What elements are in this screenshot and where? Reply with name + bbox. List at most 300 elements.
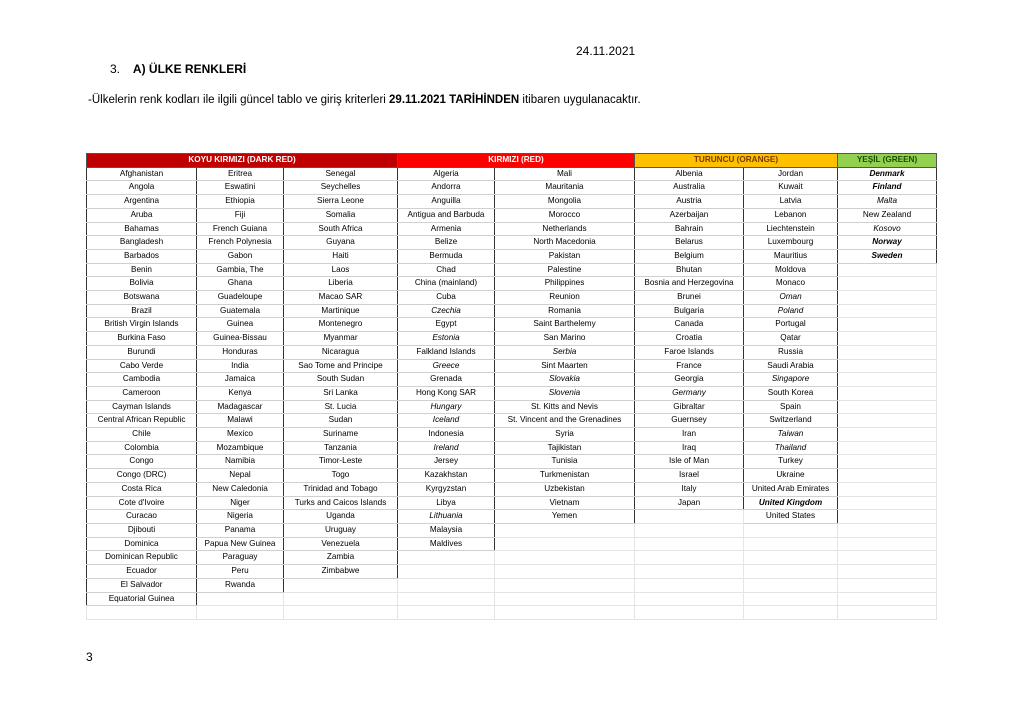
table-row: [87, 606, 937, 620]
orange-country-cell: Qatar: [744, 332, 838, 346]
empty-cell: [744, 537, 838, 551]
dark-red-country-cell: Botswana: [87, 291, 197, 305]
red-country-cell: Iceland: [398, 414, 495, 428]
orange-country-cell: Saudi Arabia: [744, 359, 838, 373]
orange-country-cell: Portugal: [744, 318, 838, 332]
empty-cell: [495, 606, 635, 620]
intro-text-before: -Ülkelerin renk kodları ile ilgili güncel tablo ve giriş kriterleri: [88, 94, 390, 106]
red-country-cell: Grenada: [398, 373, 495, 387]
orange-country-cell: Guernsey: [635, 414, 744, 428]
orange-country-cell: Austria: [635, 195, 744, 209]
orange-country-cell: Bahrain: [635, 222, 744, 236]
table-row: [87, 373, 937, 387]
empty-cell: [838, 551, 937, 565]
dark-red-country-cell: Nicaragua: [284, 345, 398, 359]
dark-red-country-cell: Bolivia: [87, 277, 197, 291]
dark-red-country-cell: Eritrea: [197, 167, 284, 181]
country-color-table: [86, 153, 937, 620]
dark-red-country-cell: Ecuador: [87, 565, 197, 579]
table-row: [87, 291, 937, 305]
empty-cell: [838, 291, 937, 305]
dark-red-country-cell: Cote d'Ivoire: [87, 496, 197, 510]
empty-cell: [744, 565, 838, 579]
dark-red-country-cell: Mexico: [197, 428, 284, 442]
intro-date-bold: 29.11.2021 TARİHİNDEN: [389, 94, 520, 106]
empty-cell: [744, 523, 838, 537]
dark-red-country-cell: Panama: [197, 523, 284, 537]
red-country-cell: Estonia: [398, 332, 495, 346]
header-h-g: YEŞİL (GREEN): [838, 154, 937, 168]
red-country-cell: Anguilla: [398, 195, 495, 209]
dark-red-country-cell: Burundi: [87, 345, 197, 359]
table-row: [87, 565, 937, 579]
red-country-cell: Mauritania: [495, 181, 635, 195]
table-row: [87, 414, 937, 428]
empty-cell: [838, 386, 937, 400]
dark-red-country-cell: Tanzania: [284, 441, 398, 455]
orange-country-cell: Georgia: [635, 373, 744, 387]
orange-country-cell: Bosnia and Herzegovina: [635, 277, 744, 291]
orange-country-cell: Singapore: [744, 373, 838, 387]
green-country-cell: Malta: [838, 195, 937, 209]
dark-red-country-cell: Sierra Leone: [284, 195, 398, 209]
dark-red-country-cell: Uganda: [284, 510, 398, 524]
red-country-cell: Morocco: [495, 208, 635, 222]
dark-red-country-cell: Guadeloupe: [197, 291, 284, 305]
empty-cell: [838, 441, 937, 455]
orange-country-cell: Poland: [744, 304, 838, 318]
dark-red-country-cell: Timor-Leste: [284, 455, 398, 469]
red-country-cell: Syria: [495, 428, 635, 442]
empty-cell: [284, 592, 398, 606]
green-country-cell: Sweden: [838, 249, 937, 263]
red-country-cell: Reunion: [495, 291, 635, 305]
orange-country-cell: Bhutan: [635, 263, 744, 277]
empty-cell: [495, 565, 635, 579]
dark-red-country-cell: Benin: [87, 263, 197, 277]
table-row: [87, 469, 937, 483]
dark-red-country-cell: Argentina: [87, 195, 197, 209]
dark-red-country-cell: El Salvador: [87, 578, 197, 592]
empty-cell: [197, 592, 284, 606]
orange-country-cell: Brunei: [635, 291, 744, 305]
dark-red-country-cell: Papua New Guinea: [197, 537, 284, 551]
dark-red-country-cell: Burkina Faso: [87, 332, 197, 346]
orange-country-cell: Turkey: [744, 455, 838, 469]
green-country-cell: Norway: [838, 236, 937, 250]
orange-country-cell: Jordan: [744, 167, 838, 181]
orange-country-cell: Isle of Man: [635, 455, 744, 469]
dark-red-country-cell: Angola: [87, 181, 197, 195]
table-row: [87, 482, 937, 496]
empty-cell: [838, 455, 937, 469]
dark-red-country-cell: Fiji: [197, 208, 284, 222]
orange-country-cell: Lebanon: [744, 208, 838, 222]
empty-cell: [495, 592, 635, 606]
empty-cell: [838, 345, 937, 359]
dark-red-country-cell: French Guiana: [197, 222, 284, 236]
dark-red-country-cell: Barbados: [87, 249, 197, 263]
dark-red-country-cell: Equatorial Guinea: [87, 592, 197, 606]
empty-cell: [635, 510, 744, 524]
empty-cell: [197, 606, 284, 620]
dark-red-country-cell: Haiti: [284, 249, 398, 263]
red-country-cell: Bermuda: [398, 249, 495, 263]
dark-red-country-cell: Rwanda: [197, 578, 284, 592]
table-row: [87, 181, 937, 195]
empty-cell: [838, 482, 937, 496]
section-number: 3.: [110, 62, 121, 76]
dark-red-country-cell: South Sudan: [284, 373, 398, 387]
header-h-r: KIRMIZI (RED): [398, 154, 635, 168]
date: 24.11.2021: [576, 44, 636, 58]
green-country-cell: Finland: [838, 181, 937, 195]
orange-country-cell: France: [635, 359, 744, 373]
orange-country-cell: South Korea: [744, 386, 838, 400]
red-country-cell: Yemen: [495, 510, 635, 524]
table-row: [87, 523, 937, 537]
dark-red-country-cell: Niger: [197, 496, 284, 510]
red-country-cell: Tajikistan: [495, 441, 635, 455]
orange-country-cell: Russia: [744, 345, 838, 359]
dark-red-country-cell: British Virgin Islands: [87, 318, 197, 332]
table-row: [87, 537, 937, 551]
red-country-cell: Armenia: [398, 222, 495, 236]
empty-cell: [398, 551, 495, 565]
empty-cell: [635, 606, 744, 620]
orange-country-cell: Faroe Islands: [635, 345, 744, 359]
dark-red-country-cell: Laos: [284, 263, 398, 277]
red-country-cell: Saint Barthelemy: [495, 318, 635, 332]
section-heading: [110, 62, 246, 76]
orange-country-cell: Liechtenstein: [744, 222, 838, 236]
orange-country-cell: Azerbaijan: [635, 208, 744, 222]
orange-country-cell: Italy: [635, 482, 744, 496]
dark-red-country-cell: French Polynesia: [197, 236, 284, 250]
dark-red-country-cell: Peru: [197, 565, 284, 579]
dark-red-country-cell: Chile: [87, 428, 197, 442]
dark-red-country-cell: Turks and Caicos Islands: [284, 496, 398, 510]
empty-cell: [495, 578, 635, 592]
empty-cell: [838, 469, 937, 483]
red-country-cell: Czechia: [398, 304, 495, 318]
red-country-cell: Chad: [398, 263, 495, 277]
empty-cell: [635, 578, 744, 592]
dark-red-country-cell: Cambodia: [87, 373, 197, 387]
red-country-cell: Libya: [398, 496, 495, 510]
empty-cell: [838, 414, 937, 428]
dark-red-country-cell: Eswatini: [197, 181, 284, 195]
dark-red-country-cell: Dominican Republic: [87, 551, 197, 565]
dark-red-country-cell: Uruguay: [284, 523, 398, 537]
orange-country-cell: Japan: [635, 496, 744, 510]
dark-red-country-cell: Macao SAR: [284, 291, 398, 305]
empty-cell: [87, 606, 197, 620]
empty-cell: [838, 606, 937, 620]
dark-red-country-cell: Cabo Verde: [87, 359, 197, 373]
empty-cell: [635, 592, 744, 606]
red-country-cell: Hong Kong SAR: [398, 386, 495, 400]
dark-red-country-cell: Djibouti: [87, 523, 197, 537]
red-country-cell: Lithuania: [398, 510, 495, 524]
dark-red-country-cell: New Caledonia: [197, 482, 284, 496]
empty-cell: [398, 592, 495, 606]
dark-red-country-cell: Sri Lanka: [284, 386, 398, 400]
dark-red-country-cell: Martinique: [284, 304, 398, 318]
intro-paragraph: [88, 94, 641, 106]
dark-red-country-cell: Brazil: [87, 304, 197, 318]
header-h-dr: KOYU KIRMIZI (DARK RED): [87, 154, 398, 168]
table-row: [87, 277, 937, 291]
empty-cell: [495, 551, 635, 565]
dark-red-country-cell: Togo: [284, 469, 398, 483]
table-row: [87, 208, 937, 222]
empty-cell: [838, 318, 937, 332]
red-country-cell: Kyrgyzstan: [398, 482, 495, 496]
table-row: [87, 496, 937, 510]
dark-red-country-cell: South Africa: [284, 222, 398, 236]
empty-cell: [838, 304, 937, 318]
red-country-cell: Turkmenistan: [495, 469, 635, 483]
table-row: [87, 551, 937, 565]
red-country-cell: Slovenia: [495, 386, 635, 400]
red-country-cell: Maldives: [398, 537, 495, 551]
table-row: [87, 167, 937, 181]
dark-red-country-cell: Dominica: [87, 537, 197, 551]
red-country-cell: Andorra: [398, 181, 495, 195]
orange-country-cell: Belgium: [635, 249, 744, 263]
empty-cell: [838, 496, 937, 510]
red-country-cell: Vietnam: [495, 496, 635, 510]
dark-red-country-cell: Gambia, The: [197, 263, 284, 277]
table-row: [87, 236, 937, 250]
dark-red-country-cell: Gabon: [197, 249, 284, 263]
red-country-cell: Ireland: [398, 441, 495, 455]
dark-red-country-cell: Mozambique: [197, 441, 284, 455]
red-country-cell: Greece: [398, 359, 495, 373]
red-country-cell: Cuba: [398, 291, 495, 305]
dark-red-country-cell: Madagascar: [197, 400, 284, 414]
dark-red-country-cell: Aruba: [87, 208, 197, 222]
empty-cell: [635, 565, 744, 579]
red-country-cell: Slovakia: [495, 373, 635, 387]
red-country-cell: St. Kitts and Nevis: [495, 400, 635, 414]
orange-country-cell: Oman: [744, 291, 838, 305]
empty-cell: [398, 565, 495, 579]
orange-country-cell: Moldova: [744, 263, 838, 277]
empty-cell: [744, 592, 838, 606]
red-country-cell: Kazakhstan: [398, 469, 495, 483]
empty-cell: [838, 592, 937, 606]
empty-cell: [744, 551, 838, 565]
table-row: [87, 441, 937, 455]
orange-country-cell: Kuwait: [744, 181, 838, 195]
dark-red-country-cell: Sao Tome and Principe: [284, 359, 398, 373]
dark-red-country-cell: Bahamas: [87, 222, 197, 236]
empty-cell: [495, 537, 635, 551]
red-country-cell: Mali: [495, 167, 635, 181]
dark-red-country-cell: Congo: [87, 455, 197, 469]
orange-country-cell: Canada: [635, 318, 744, 332]
table-row: [87, 592, 937, 606]
red-country-cell: Palestine: [495, 263, 635, 277]
table-row: [87, 249, 937, 263]
table-row: [87, 318, 937, 332]
orange-country-cell: United States: [744, 510, 838, 524]
red-country-cell: Philippines: [495, 277, 635, 291]
section-title: A) ÜLKE RENKLERİ: [132, 62, 247, 76]
dark-red-country-cell: Central African Republic: [87, 414, 197, 428]
dark-red-country-cell: Guinea-Bissau: [197, 332, 284, 346]
dark-red-country-cell: Colombia: [87, 441, 197, 455]
table-header-row: [87, 154, 937, 168]
orange-country-cell: Thailand: [744, 441, 838, 455]
orange-country-cell: Iraq: [635, 441, 744, 455]
table-row: [87, 510, 937, 524]
red-country-cell: Tunisia: [495, 455, 635, 469]
dark-red-country-cell: Paraguay: [197, 551, 284, 565]
empty-cell: [838, 263, 937, 277]
dark-red-country-cell: Congo (DRC): [87, 469, 197, 483]
red-country-cell: Indonesia: [398, 428, 495, 442]
dark-red-country-cell: Nigeria: [197, 510, 284, 524]
dark-red-country-cell: Zambia: [284, 551, 398, 565]
dark-red-country-cell: Malawi: [197, 414, 284, 428]
page-number: 3: [86, 650, 93, 664]
dark-red-country-cell: Jamaica: [197, 373, 284, 387]
dark-red-country-cell: Myanmar: [284, 332, 398, 346]
dark-red-country-cell: Honduras: [197, 345, 284, 359]
empty-cell: [838, 428, 937, 442]
dark-red-country-cell: Bangladesh: [87, 236, 197, 250]
orange-country-cell: Croatia: [635, 332, 744, 346]
orange-country-cell: United Kingdom: [744, 496, 838, 510]
dark-red-country-cell: Guyana: [284, 236, 398, 250]
orange-country-cell: Germany: [635, 386, 744, 400]
orange-country-cell: Luxembourg: [744, 236, 838, 250]
dark-red-country-cell: Costa Rica: [87, 482, 197, 496]
dark-red-country-cell: Cayman Islands: [87, 400, 197, 414]
empty-cell: [838, 510, 937, 524]
orange-country-cell: Monaco: [744, 277, 838, 291]
red-country-cell: North Macedonia: [495, 236, 635, 250]
dark-red-country-cell: Guinea: [197, 318, 284, 332]
green-country-cell: Kosovo: [838, 222, 937, 236]
dark-red-country-cell: Ghana: [197, 277, 284, 291]
dark-red-country-cell: Nepal: [197, 469, 284, 483]
orange-country-cell: Spain: [744, 400, 838, 414]
dark-red-country-cell: Liberia: [284, 277, 398, 291]
red-country-cell: Antigua and Barbuda: [398, 208, 495, 222]
red-country-cell: St. Vincent and the Grenadines: [495, 414, 635, 428]
dark-red-country-cell: Trinidad and Tobago: [284, 482, 398, 496]
dark-red-country-cell: Ethiopia: [197, 195, 284, 209]
red-country-cell: Falkland Islands: [398, 345, 495, 359]
orange-country-cell: Albenia: [635, 167, 744, 181]
empty-cell: [398, 578, 495, 592]
dark-red-country-cell: Zimbabwe: [284, 565, 398, 579]
empty-cell: [838, 400, 937, 414]
dark-red-country-cell: Montenegro: [284, 318, 398, 332]
red-country-cell: Egypt: [398, 318, 495, 332]
empty-cell: [838, 359, 937, 373]
red-country-cell: Sint Maarten: [495, 359, 635, 373]
red-country-cell: Malaysia: [398, 523, 495, 537]
red-country-cell: Netherlands: [495, 222, 635, 236]
table-row: [87, 304, 937, 318]
table-row: [87, 222, 937, 236]
red-country-cell: Jersey: [398, 455, 495, 469]
table-row: [87, 263, 937, 277]
dark-red-country-cell: Afghanistan: [87, 167, 197, 181]
header-h-o: TURUNCU (ORANGE): [635, 154, 838, 168]
orange-country-cell: Belarus: [635, 236, 744, 250]
red-country-cell: Algeria: [398, 167, 495, 181]
red-country-cell: Romania: [495, 304, 635, 318]
intro-text-after: itibaren uygulanacaktır.: [519, 94, 641, 106]
table-row: [87, 386, 937, 400]
table-row: [87, 359, 937, 373]
dark-red-country-cell: Suriname: [284, 428, 398, 442]
dark-red-country-cell: Kenya: [197, 386, 284, 400]
empty-cell: [284, 606, 398, 620]
dark-red-country-cell: Guatemala: [197, 304, 284, 318]
dark-red-country-cell: India: [197, 359, 284, 373]
dark-red-country-cell: Seychelles: [284, 181, 398, 195]
red-country-cell: San Marino: [495, 332, 635, 346]
orange-country-cell: Bulgaria: [635, 304, 744, 318]
green-country-cell: New Zealand: [838, 208, 937, 222]
red-country-cell: Pakistan: [495, 249, 635, 263]
empty-cell: [744, 578, 838, 592]
orange-country-cell: Mauritius: [744, 249, 838, 263]
red-country-cell: Mongolia: [495, 195, 635, 209]
empty-cell: [495, 523, 635, 537]
orange-country-cell: Switzerland: [744, 414, 838, 428]
empty-cell: [838, 373, 937, 387]
empty-cell: [635, 523, 744, 537]
orange-country-cell: Israel: [635, 469, 744, 483]
red-country-cell: Uzbekistan: [495, 482, 635, 496]
red-country-cell: Hungary: [398, 400, 495, 414]
green-country-cell: Denmark: [838, 167, 937, 181]
empty-cell: [838, 332, 937, 346]
empty-cell: [838, 578, 937, 592]
empty-cell: [838, 565, 937, 579]
table-row: [87, 195, 937, 209]
table-row: [87, 332, 937, 346]
dark-red-country-cell: Sudan: [284, 414, 398, 428]
dark-red-country-cell: Curacao: [87, 510, 197, 524]
empty-cell: [838, 523, 937, 537]
dark-red-country-cell: Namibia: [197, 455, 284, 469]
table-row: [87, 578, 937, 592]
orange-country-cell: Australia: [635, 181, 744, 195]
orange-country-cell: Iran: [635, 428, 744, 442]
orange-country-cell: Taiwan: [744, 428, 838, 442]
empty-cell: [635, 537, 744, 551]
red-country-cell: Serbia: [495, 345, 635, 359]
table-body: [87, 167, 937, 619]
dark-red-country-cell: Somalia: [284, 208, 398, 222]
orange-country-cell: Latvia: [744, 195, 838, 209]
orange-country-cell: Gibraltar: [635, 400, 744, 414]
orange-country-cell: United Arab Emirates: [744, 482, 838, 496]
empty-cell: [284, 578, 398, 592]
dark-red-country-cell: Cameroon: [87, 386, 197, 400]
table-row: [87, 428, 937, 442]
empty-cell: [744, 606, 838, 620]
